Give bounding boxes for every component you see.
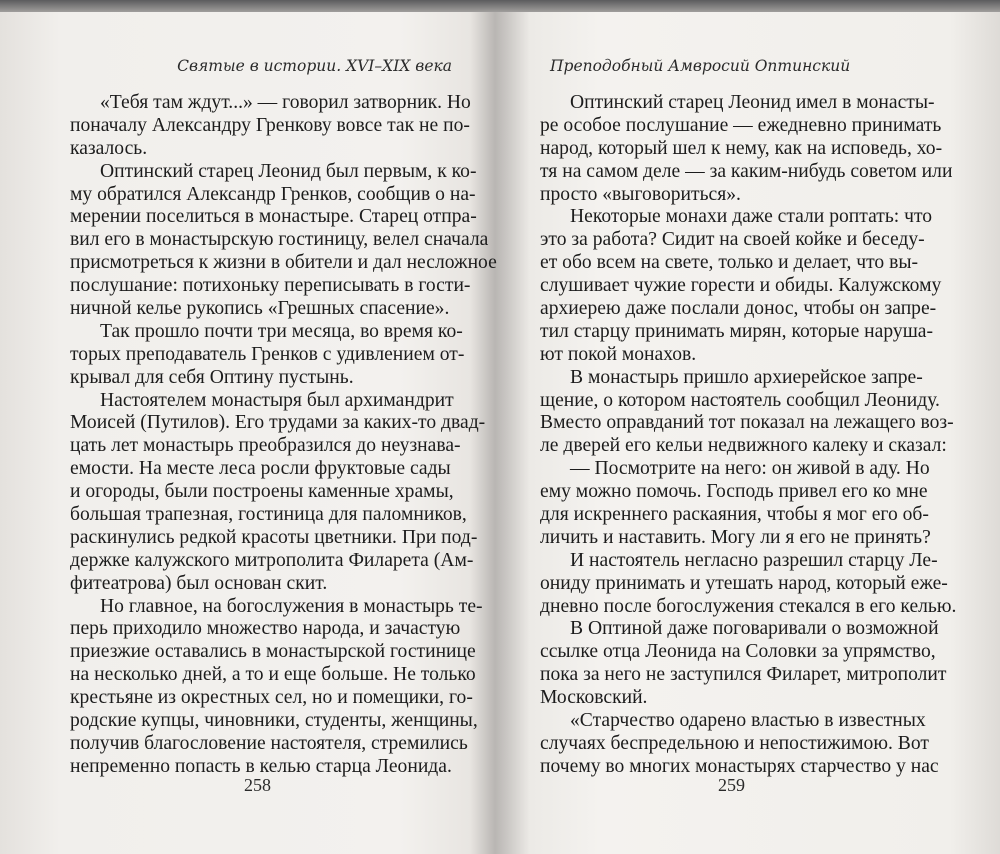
right-page-body [540,92,957,779]
running-head-left: Святые в истории. XVI–XIX века [177,57,452,75]
text-line: непременно попасть в келью старца Леонида. [70,755,452,777]
text-line: торых преподаватель Гренков с удивлением от- [70,343,465,365]
text-line: мерении поселиться в монастыре. Старец отпра- [70,206,477,228]
text-line: это за работа? Сидит на своей койке и беседу- [540,229,925,251]
text-line: раскинулись редкой красоты цветники. При под- [70,526,478,548]
text-line: на несколько дней, а то и еще больше. Не только [70,664,476,686]
text-line: послушание: потихоньку переписывать в гости- [70,275,471,297]
text-line: «Старчество одарено властью в известных [570,710,926,732]
text-line: Так прошло почти три месяца, во время ко- [100,320,463,342]
text-line: щение, о котором настоятель сообщил Леониду. [540,389,940,411]
text-line: дневно после богослужения стекался в его келью. [540,595,957,617]
text-line: И настоятель негласно разрешил старцу Ле- [570,549,938,571]
left-page-body [70,92,497,779]
text-line: слушивает чужие горести и обиды. Калужскому [540,275,942,297]
text-line: «Тебя там ждут...» — говорил затворник. Но [100,92,471,113]
text-line: ют покой монахов. [540,343,697,365]
text-line: большая трапезная, гостиница для паломников, [70,504,467,526]
text-line: емости. На месте леса росли фруктовые сады [70,458,451,480]
text-line: тя на самом деле — за каким-нибудь советом или [540,160,953,182]
text-line: Московский. [540,687,648,709]
text-line: ет обо всем на свете, только и делает, что вы- [540,252,919,274]
page-number-right: 259 [718,775,745,795]
text-line: ре особое послушание — ежедневно принимать [540,114,942,136]
text-line: присмотреться к жизни в обители и дал несложное [70,252,497,274]
text-line: Моисей (Путилов). Его трудами за каких-то двад- [70,412,486,434]
text-line: Настоятелем монастыря был архимандрит [100,389,454,411]
text-line: и огороды, были построены каменные храмы, [70,481,454,503]
text-line: Оптинский старец Леонид был первым, к ко- [100,160,477,182]
text-line: народ, который шел к нему, как на исповедь, хо- [540,137,943,159]
text-line: му обратился Александр Гренков, сообщив о на- [70,183,476,205]
text-line: цать лет монастырь преобразился до неузнава- [70,435,461,457]
text-line: архиерею даже послали донос, чтобы он запре- [540,298,937,320]
text-line: В монастырь пришло архиерейское запре- [570,366,923,388]
text-line: Некоторые монахи даже стали роптать: что [570,206,933,228]
text-line: получив благословение настоятеля, стремились [70,732,468,754]
text-line: Оптинский старец Леонид имел в монасты- [570,92,935,113]
text-line: Вместо оправданий тот показал на лежащего воз- [540,412,954,434]
text-line: В Оптиной даже поговаривали о возможной [570,618,939,640]
text-line: для искреннего раскаяния, чтобы я мог его об- [540,504,929,526]
text-line: ле дверей его кельи недвижного калеку и сказал: [540,435,947,457]
text-line: почему во многих монастырях старчество у нас [540,755,939,777]
text-line: просто «выговориться». [540,183,741,205]
text-line: родские купцы, чиновники, студенты, женщины, [70,710,478,732]
text-line: держке калужского митрополита Филарета (Ам- [70,549,474,571]
text-line: ссылке отца Леонида на Соловки за упрямство, [540,641,936,663]
text-line: поначалу Александру Гренкову вовсе так не по- [70,114,470,136]
text-line: ничной келье рукопись «Грешных спасение». [70,298,450,320]
text-line: перь приходило множество народа, и зачастую [70,618,461,640]
text-line: Но главное, на богослужения в монастырь те- [100,595,483,617]
text-line: вил его в монастырскую гостиницу, велел сначала [70,229,489,251]
text-line: крестьяне из окрестных сел, но и помещики, го- [70,687,473,709]
text-line: случаях беспредельною и непостижимою. Вот [540,732,929,754]
text-line: ониду принимать и утешать народ, который еже- [540,572,948,594]
text-line: крывал для себя Оптину пустынь. [70,366,354,388]
page-number-left: 258 [244,775,271,795]
text-line: — Посмотрите на него: он живой в аду. Но [570,458,930,480]
text-line: тил старцу принимать мирян, которые наруша- [540,320,934,342]
right-page [500,0,1000,854]
text-line: приезжие оставались в монастырской гостинице [70,641,476,663]
text-line: фитеатрова) был основан скит. [70,572,328,594]
text-line: пока за него не заступился Филарет, митрополит [540,664,947,686]
running-head-right: Преподобный Амвросий Оптинский [550,57,851,75]
text-line: казалось. [70,137,148,159]
text-line: личить и наставить. Могу ли я его не принять? [540,526,931,548]
text-line: ему можно помочь. Господь привел его ко мне [540,481,928,503]
